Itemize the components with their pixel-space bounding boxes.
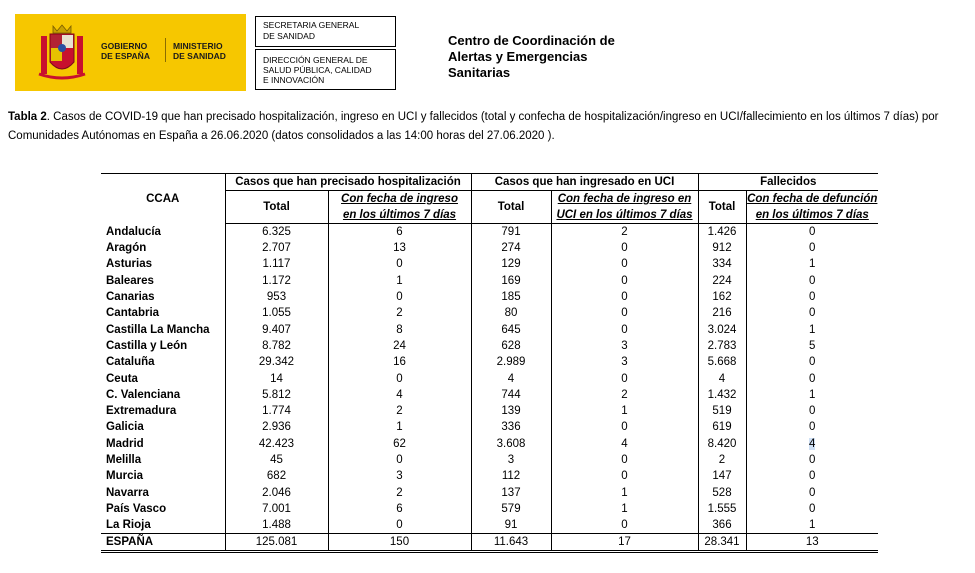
table-row — [101, 403, 878, 419]
value-cell: 3.608 — [471, 436, 551, 452]
value-cell: 1 — [551, 501, 698, 517]
ccaa-name-cell: Extremadura — [106, 405, 177, 418]
uci-header: Casos que han ingresado en UCI — [471, 174, 698, 191]
caption-text: . Casos de COVID-19 que han precisado hospitalización, ingreso en UCI y fallecidos (total y confecha de hospitalización/ingreso en UCI/fallecimiento en los últimos 7 días) por Comunidades Autónomas en España a 26.06.2020 (datos consolidados a las 14:00 horas del 27.06.2020 ). — [8, 111, 939, 142]
table-row — [101, 370, 878, 386]
value-cell: 3 — [551, 354, 698, 370]
value-cell: 519 — [698, 403, 746, 419]
value-cell: 7.001 — [225, 501, 328, 517]
ccaa-name-cell: Andalucía — [106, 225, 161, 238]
table-row — [101, 534, 878, 552]
secretaria-box: SECRETARIA GENERAL DE SANIDAD — [255, 16, 396, 47]
ccaa-name-cell: Ceuta — [106, 372, 138, 385]
value-cell: 3 — [328, 468, 471, 484]
value-cell: 17 — [551, 534, 698, 552]
value-cell: 0 — [746, 273, 878, 289]
value-cell: 13 — [746, 534, 878, 552]
value-cell: 0 — [551, 273, 698, 289]
table-row — [101, 387, 878, 403]
value-cell: 2 — [551, 387, 698, 403]
value-cell: 0 — [746, 501, 878, 517]
table-row — [101, 517, 878, 534]
value-cell: 0 — [328, 289, 471, 305]
value-cell: 0 — [746, 403, 878, 419]
ccaa-name-cell: Cantabria — [106, 307, 160, 320]
fall-total-header: Total — [698, 191, 746, 224]
value-cell: 42.423 — [225, 436, 328, 452]
value-cell: 0 — [551, 321, 698, 337]
ccaa-header: CCAA — [101, 174, 225, 224]
value-cell: 744 — [471, 387, 551, 403]
value-cell: 0 — [746, 289, 878, 305]
value-cell: 0 — [328, 452, 471, 468]
table-row — [101, 338, 878, 354]
value-cell: 334 — [698, 256, 746, 272]
value-cell: 5 — [746, 338, 878, 354]
ccaa-name-cell: Baleares — [106, 274, 154, 287]
value-cell: 11.643 — [471, 534, 551, 552]
gobierno-label: GOBIERNO DE ESPAÑA — [101, 41, 150, 61]
value-cell: 366 — [698, 517, 746, 534]
ccaa-name-cell: ESPAÑA — [101, 534, 225, 552]
value-cell: 912 — [698, 240, 746, 256]
ccaa-name-cell: Castilla La Mancha — [106, 323, 210, 336]
value-cell: 24 — [328, 338, 471, 354]
value-cell: 0 — [551, 289, 698, 305]
value-cell: 3 — [471, 452, 551, 468]
value-cell: 1 — [746, 321, 878, 337]
caption-label: Tabla 2 — [8, 111, 47, 123]
value-cell: 6.325 — [225, 224, 328, 241]
value-cell: 4 — [698, 370, 746, 386]
value-cell: 0 — [746, 240, 878, 256]
uci-total-header: Total — [471, 191, 551, 224]
value-cell: 8.420 — [698, 436, 746, 452]
value-cell: 216 — [698, 305, 746, 321]
value-cell: 619 — [698, 419, 746, 435]
value-cell: 0 — [746, 354, 878, 370]
value-cell: 1.432 — [698, 387, 746, 403]
value-cell: 62 — [328, 436, 471, 452]
ccaa-table — [101, 173, 878, 553]
value-cell: 0 — [746, 452, 878, 468]
value-cell: 4 — [471, 370, 551, 386]
value-cell: 28.341 — [698, 534, 746, 552]
value-cell: 5.668 — [698, 354, 746, 370]
ccaa-name-cell: C. Valenciana — [106, 388, 181, 401]
ccaa-name-cell: Castilla y León — [106, 339, 188, 352]
value-cell: 0 — [551, 419, 698, 435]
value-cell: 139 — [471, 403, 551, 419]
table-caption — [8, 108, 970, 146]
value-cell: 528 — [698, 484, 746, 500]
value-cell: 2.707 — [225, 240, 328, 256]
value-cell: 3.024 — [698, 321, 746, 337]
value-cell: 2 — [328, 403, 471, 419]
value-cell: 162 — [698, 289, 746, 305]
ccaa-name-cell: Melilla — [106, 454, 142, 466]
value-cell: 150 — [328, 534, 471, 552]
value-cell: 1 — [328, 273, 471, 289]
table-row — [101, 240, 878, 256]
value-cell: 3 — [551, 338, 698, 354]
value-cell: 682 — [225, 468, 328, 484]
value-cell: 91 — [471, 517, 551, 534]
ccaa-name-cell: Galicia — [106, 421, 144, 434]
value-cell: 29.342 — [225, 354, 328, 370]
table-row — [101, 484, 878, 500]
value-cell: 1.555 — [698, 501, 746, 517]
value-cell: 628 — [471, 338, 551, 354]
value-cell: 0 — [746, 305, 878, 321]
value-cell: 137 — [471, 484, 551, 500]
value-cell: 0 — [551, 517, 698, 534]
table-row — [101, 273, 878, 289]
value-cell: 112 — [471, 468, 551, 484]
value-cell: 169 — [471, 273, 551, 289]
table-row — [101, 452, 878, 468]
value-cell: 6 — [328, 501, 471, 517]
value-cell: 4 — [551, 436, 698, 452]
table-row — [101, 256, 878, 272]
value-cell: 4 — [328, 387, 471, 403]
value-cell: 6 — [328, 224, 471, 241]
value-cell: 1 — [746, 387, 878, 403]
table-row — [101, 468, 878, 484]
ccaa-name-cell: Aragón — [106, 242, 147, 255]
direccion-box: DIRECCIÓN GENERAL DE SALUD PÚBLICA, CALIDAD E INNOVACIÓN — [255, 49, 396, 90]
highlighted-value: 4 — [809, 437, 816, 450]
ccaa-name-cell: Asturias — [106, 258, 153, 271]
ccaa-name-cell: La Rioja — [106, 519, 151, 532]
value-cell: 129 — [471, 256, 551, 272]
value-cell: 0 — [746, 484, 878, 500]
value-cell — [746, 436, 878, 452]
value-cell: 0 — [746, 224, 878, 241]
value-cell: 80 — [471, 305, 551, 321]
value-cell: 1.774 — [225, 403, 328, 419]
value-cell: 645 — [471, 321, 551, 337]
table-row — [101, 419, 878, 435]
value-cell: 2.989 — [471, 354, 551, 370]
table-row — [101, 436, 878, 452]
fallecidos-header: Fallecidos — [698, 174, 878, 191]
value-cell: 8.782 — [225, 338, 328, 354]
value-cell: 0 — [746, 419, 878, 435]
value-cell: 45 — [225, 452, 328, 468]
value-cell: 1 — [746, 256, 878, 272]
value-cell: 1.055 — [225, 305, 328, 321]
ccaa-name-cell: Navarra — [106, 486, 149, 499]
table-body — [101, 224, 878, 552]
value-cell: 0 — [551, 256, 698, 272]
value-cell: 0 — [746, 370, 878, 386]
value-cell: 9.407 — [225, 321, 328, 337]
table-row — [101, 501, 878, 517]
value-cell: 14 — [225, 370, 328, 386]
value-cell: 224 — [698, 273, 746, 289]
value-cell: 1 — [551, 403, 698, 419]
value-cell: 2.046 — [225, 484, 328, 500]
hosp-total-header: Total — [225, 191, 328, 224]
value-cell: 2 — [328, 305, 471, 321]
fall-7d-header: Con fecha de defunción en los últimos 7 días — [746, 191, 878, 224]
hosp-7d-header: Con fecha de ingreso en los últimos 7 días — [328, 191, 471, 224]
table-row — [101, 321, 878, 337]
value-cell: 0 — [328, 370, 471, 386]
hospitalizacion-header: Casos que han precisado hospitalización — [225, 174, 471, 191]
value-cell: 185 — [471, 289, 551, 305]
value-cell: 8 — [328, 321, 471, 337]
value-cell: 2 — [551, 224, 698, 241]
ccaa-name-cell: Murcia — [106, 470, 144, 483]
value-cell: 0 — [551, 468, 698, 484]
value-cell: 1 — [551, 484, 698, 500]
table-row — [101, 224, 878, 241]
value-cell: 2.936 — [225, 419, 328, 435]
coat-of-arms-icon — [37, 22, 87, 84]
value-cell: 2.783 — [698, 338, 746, 354]
value-cell: 1 — [328, 419, 471, 435]
uci-7d-header: Con fecha de ingreso en UCI en los últimos 7 días — [551, 191, 698, 224]
value-cell: 0 — [551, 452, 698, 468]
ministerio-label: MINISTERIO DE SANIDAD — [173, 41, 226, 61]
value-cell: 1.488 — [225, 517, 328, 534]
table-row — [101, 305, 878, 321]
value-cell: 0 — [551, 305, 698, 321]
value-cell: 0 — [328, 256, 471, 272]
ccaa-name-cell: Canarias — [106, 291, 155, 304]
ccaa-name-cell: Madrid — [106, 437, 144, 450]
value-cell: 2 — [698, 452, 746, 468]
value-cell: 274 — [471, 240, 551, 256]
value-cell: 953 — [225, 289, 328, 305]
table-row — [101, 354, 878, 370]
value-cell: 0 — [551, 370, 698, 386]
centro-coordinacion-title: Centro de Coordinación de Alertas y Emergencias Sanitarias — [448, 33, 615, 80]
logo-divider — [165, 38, 166, 62]
value-cell: 579 — [471, 501, 551, 517]
value-cell: 0 — [551, 240, 698, 256]
ccaa-name-cell: Cataluña — [106, 356, 155, 369]
value-cell: 16 — [328, 354, 471, 370]
value-cell: 1.172 — [225, 273, 328, 289]
value-cell: 13 — [328, 240, 471, 256]
value-cell: 791 — [471, 224, 551, 241]
value-cell: 5.812 — [225, 387, 328, 403]
gobierno-logo — [15, 14, 246, 91]
value-cell: 1.426 — [698, 224, 746, 241]
value-cell: 0 — [746, 468, 878, 484]
value-cell: 147 — [698, 468, 746, 484]
value-cell: 2 — [328, 484, 471, 500]
value-cell: 336 — [471, 419, 551, 435]
table-row — [101, 289, 878, 305]
value-cell: 0 — [328, 517, 471, 534]
value-cell: 125.081 — [225, 534, 328, 552]
ccaa-name-cell: País Vasco — [106, 502, 167, 515]
value-cell: 1.117 — [225, 256, 328, 272]
value-cell: 1 — [746, 517, 878, 534]
